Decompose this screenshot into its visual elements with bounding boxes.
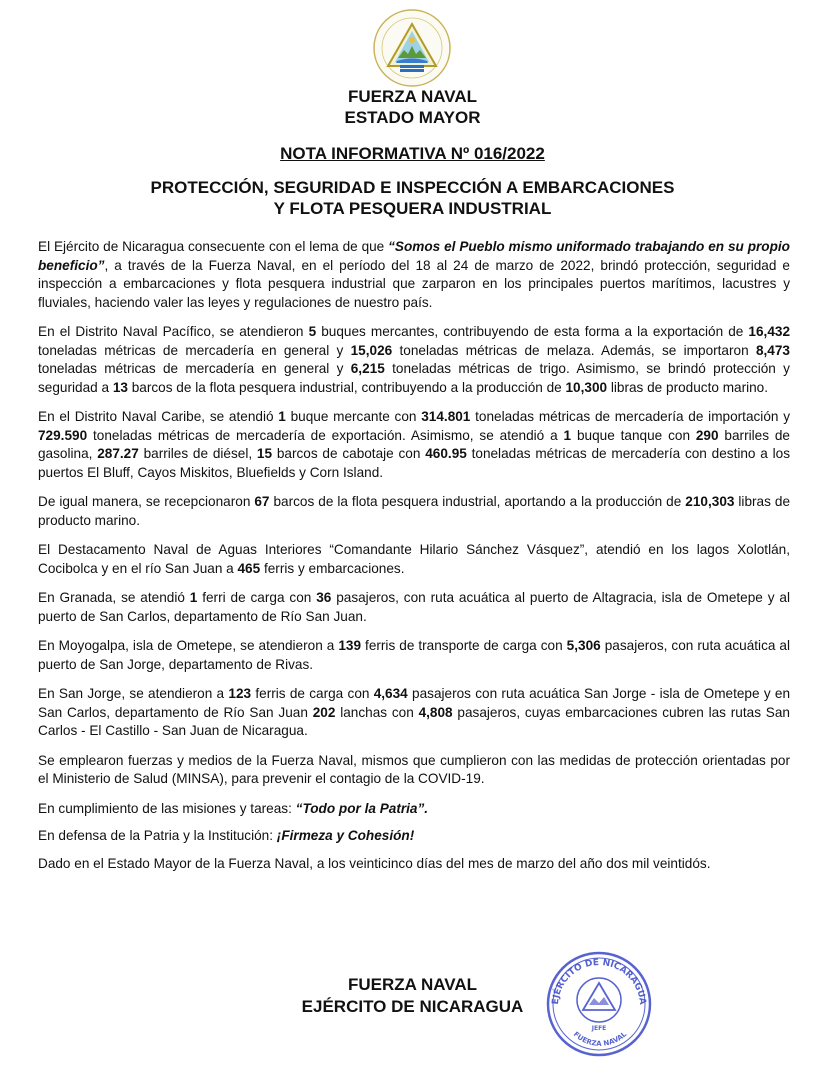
figure: 13 bbox=[112, 379, 128, 395]
figure: 15,026 bbox=[350, 342, 393, 358]
figure: 139 bbox=[338, 638, 362, 653]
paragraph-missions bbox=[38, 800, 790, 819]
text: Se emplearon fuerzas y medios de la Fuerza Naval, mismos que cumplieron con las medidas de protección orientadas por el Ministerio de Salud (MINSA), para prevenir el contagio de la COVID-19. bbox=[38, 752, 790, 786]
motto-quote: ¡Firmeza y Cohesión! bbox=[276, 828, 415, 843]
figure: 4,634 bbox=[373, 686, 408, 701]
text: En San Jorge, se atendieron a bbox=[38, 686, 229, 701]
text: toneladas métricas de melaza. Además, se importaron bbox=[392, 342, 756, 358]
figure: 465 bbox=[237, 560, 261, 576]
text: ferris y embarcaciones. bbox=[260, 560, 405, 576]
text: pasajeros con ruta acuática San Jorge - isla de Ometepe y en San Carlos, departamento de Río San Juan bbox=[38, 686, 791, 720]
figure: 10,300 bbox=[565, 379, 608, 395]
paragraph-pacifico bbox=[38, 323, 790, 397]
figure: 314.801 bbox=[421, 409, 471, 424]
text: En el Distrito Naval Pacífico, se atendieron bbox=[38, 324, 309, 339]
text: En Granada, se atendió bbox=[38, 590, 190, 605]
text: pasajeros, con ruta acuática al puerto de San Jorge, departamento de Rivas. bbox=[38, 638, 791, 672]
figure: 210,303 bbox=[685, 494, 735, 509]
text: toneladas métricas de mercadería en general y bbox=[38, 342, 351, 358]
stamp-text-mid: JEFE bbox=[591, 1025, 607, 1032]
text: De igual manera, se recepcionaron bbox=[38, 494, 255, 509]
text: barriles de gasolina, bbox=[38, 427, 790, 461]
figure: 4,808 bbox=[418, 704, 453, 720]
figure: 8,473 bbox=[755, 342, 790, 358]
text: Dado en el Estado Mayor de la Fuerza Naval, a los veinticinco días del mes de marzo del año dos mil veintidós. bbox=[38, 855, 711, 871]
note-number: NOTA INFORMATIVA Nº 016/2022 bbox=[280, 144, 545, 163]
figure: 5,306 bbox=[566, 638, 601, 653]
text: En el Distrito Naval Caribe, se atendió bbox=[38, 409, 279, 424]
paragraph-san-jorge bbox=[38, 685, 790, 741]
paragraph-closing bbox=[38, 855, 790, 874]
figure: 1 bbox=[563, 427, 572, 443]
text: ferris de carga con bbox=[251, 686, 374, 701]
document-title-line1: PROTECCIÓN, SEGURIDAD E INSPECCIÓN A EMBARCACIONES bbox=[150, 178, 675, 197]
text: En defensa de la Patria y la Institución: bbox=[38, 828, 277, 843]
paragraph-granada bbox=[38, 589, 790, 626]
text: toneladas métricas de mercadería de importación y bbox=[470, 409, 790, 424]
text: toneladas métricas de mercadería en general y bbox=[38, 361, 351, 376]
text: libras de producto marino. bbox=[607, 379, 769, 395]
paragraph-fishing-fleet bbox=[38, 493, 790, 530]
text: buque tanque con bbox=[571, 427, 696, 443]
text: toneladas métricas de mercadería de exportación. Asimismo, se atendió a bbox=[87, 427, 564, 443]
paragraph-defense bbox=[38, 827, 790, 846]
paragraph-covid-measures bbox=[38, 752, 790, 789]
signature-army: EJÉRCITO DE NICARAGUA bbox=[301, 997, 524, 1016]
stamp-text-top: EJÉRCITO DE NICARAGUA bbox=[550, 957, 648, 1006]
text: buque mercante con bbox=[285, 409, 422, 424]
text: barcos de la flota pesquera industrial, contribuyendo a la producción de bbox=[127, 379, 566, 395]
figure: 123 bbox=[228, 686, 252, 701]
text: barriles de diésel, bbox=[138, 446, 257, 461]
org-name: FUERZA NAVAL bbox=[347, 87, 478, 106]
official-stamp-icon bbox=[540, 950, 658, 1058]
text: pasajeros, cuyas embarcaciones cubren las rutas San Carlos - El Castillo - San Juan de Nicaragua. bbox=[38, 704, 790, 738]
document-title-line2: Y FLOTA PESQUERA INDUSTRIAL bbox=[273, 199, 552, 218]
figure: 16,432 bbox=[748, 324, 790, 339]
paragraph-intro bbox=[38, 238, 790, 312]
text: toneladas métricas de trigo. Asimismo, se brindó protección y seguridad a bbox=[38, 361, 790, 395]
text: buques mercantes, contribuyendo de esta forma a la exportación de bbox=[316, 324, 749, 339]
text: El Destacamento Naval de Aguas Interiores “Comandante Hilario Sánchez Vásquez”, atendió en los lagos Xolotlán, Cocibolca y en el río San Juan a bbox=[38, 542, 790, 576]
figure: 5 bbox=[308, 324, 317, 339]
figure: 15 bbox=[256, 446, 273, 461]
text: pasajeros, con ruta acuática al puerto de Altagracia, isla de Ometepe y al puerto de San Carlos, departamento de Río San Juan. bbox=[38, 590, 790, 624]
text: En cumplimiento de las misiones y tareas: bbox=[38, 800, 296, 816]
figure: 6,215 bbox=[350, 361, 385, 376]
text: toneladas métricas de mercadería con destino a los puertos El Bluff, Cayos Miskitos, Bluefields y Corn Island. bbox=[38, 446, 790, 480]
figure: 460.95 bbox=[425, 446, 467, 461]
figure: 67 bbox=[254, 494, 270, 509]
figure: 1 bbox=[278, 409, 286, 424]
figure: 290 bbox=[695, 427, 719, 443]
motto-quote: “Todo por la Patria”. bbox=[295, 800, 429, 816]
figure: 287.27 bbox=[97, 446, 139, 461]
stamp-text-bottom: FUERZA NAVAL bbox=[571, 1030, 629, 1048]
text: En Moyogalpa, isla de Ometepe, se atendieron a bbox=[38, 638, 339, 653]
text: libras de producto marino. bbox=[38, 494, 790, 528]
nicaragua-coat-of-arms-icon bbox=[370, 6, 454, 90]
document-body bbox=[38, 238, 790, 884]
text: barcos de la flota pesquera industrial, aportando a la producción de bbox=[269, 494, 686, 509]
text: , a través de la Fuerza Naval, en el período del 18 al 24 de marzo de 2022, brindó protección, seguridad e inspección a embarcaciones y flota pesquera industrial que zarparon en los principales puertos marítimos, lacustres y fluviales, haciendo valer las leyes y regulaciones de nuestro país. bbox=[38, 257, 790, 310]
text: ferri de carga con bbox=[197, 590, 317, 605]
figure: 1 bbox=[189, 590, 198, 605]
figure: 202 bbox=[312, 704, 336, 720]
paragraph-inland-waters bbox=[38, 541, 790, 578]
text: barcos de cabotaje con bbox=[272, 446, 426, 461]
paragraph-caribe bbox=[38, 408, 790, 482]
text: El Ejército de Nicaragua consecuente con el lema de que bbox=[38, 239, 389, 254]
text: lanchas con bbox=[335, 704, 419, 720]
figure: 729.590 bbox=[38, 427, 88, 443]
motto-quote: “Somos el Pueblo mismo uniformado trabajando en su propio beneficio” bbox=[38, 239, 790, 273]
text: ferris de transporte de carga con bbox=[361, 638, 567, 653]
org-unit: ESTADO MAYOR bbox=[344, 108, 481, 127]
paragraph-moyogalpa bbox=[38, 637, 790, 674]
signature-org: FUERZA NAVAL bbox=[347, 975, 478, 994]
figure: 36 bbox=[316, 590, 332, 605]
